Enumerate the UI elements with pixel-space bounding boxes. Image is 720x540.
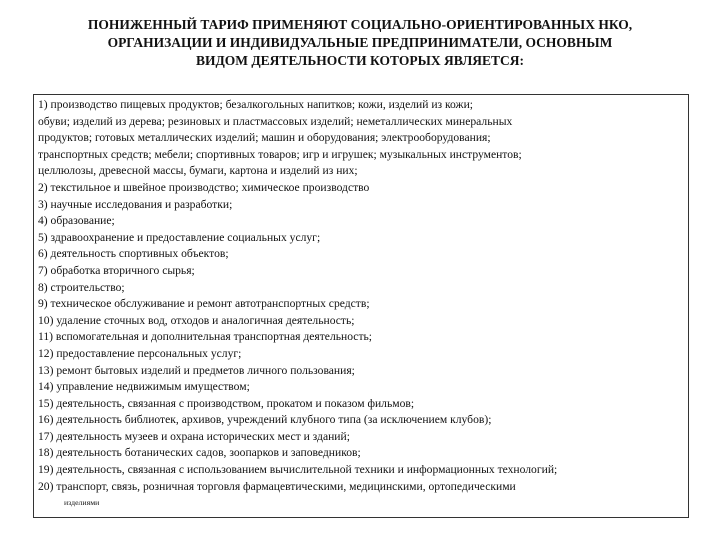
list-item: 9) техническое обслуживание и ремонт автотранспортных средств; — [38, 297, 370, 311]
list-item: 19) деятельность, связанная с использованием вычислительной техники и информационных технологий; — [38, 463, 558, 477]
list-line: целлюлозы, древесной массы, бумаги, картона и изделий из них; — [38, 164, 358, 178]
list-item: 14) управление недвижимым имуществом; — [38, 380, 250, 394]
list-item: 3) научные исследования и разработки; — [38, 197, 233, 211]
list-line: транспортных средств; мебели; спортивных товаров; игр и игрушек; музыкальных инструментов; — [38, 147, 522, 161]
list-line: изделиями — [64, 498, 100, 508]
list-item: 12) предоставление персональных услуг; — [38, 346, 242, 360]
page-title — [20, 16, 700, 70]
list-item: 17) деятельность музеев и охрана исторических мест и зданий; — [38, 429, 350, 443]
list-item: 7) обработка вторичного сырья; — [38, 263, 195, 277]
list-item: 16) деятельность библиотек, архивов, учреждений клубного типа (за исключением клубов); — [38, 413, 492, 427]
list-line: обуви; изделий из дерева; резиновых и пластмассовых изделий; неметаллических минеральных — [38, 114, 513, 128]
list-item: 6) деятельность спортивных объектов; — [38, 247, 229, 261]
list-item: 11) вспомогательная и дополнительная транспортная деятельность; — [38, 330, 373, 344]
title-line: ОРГАНИЗАЦИИ И ИНДИВИДУАЛЬНЫЕ ПРЕДПРИНИМАТЕЛИ, ОСНОВНЫМ — [107, 35, 613, 50]
list-item: 4) образование; — [38, 214, 115, 228]
list-item: 5) здравоохранение и предоставление социальных услуг; — [38, 230, 321, 244]
list-item: 20) транспорт, связь, розничная торговля фармацевтическими, медицинскими, ортопедическими — [38, 479, 516, 493]
list-line: продуктов; готовых металлических изделий; машин и оборудования; электрооборудования; — [38, 131, 491, 145]
list-item: 18) деятельность ботанических садов, зоопарков и заповедников; — [38, 446, 361, 460]
title-line: ВИДОМ ДЕЯТЕЛЬНОСТИ КОТОРЫХ ЯВЛЯЕТСЯ: — [195, 53, 525, 68]
list-item: 15) деятельность, связанная с производством, прокатом и показом фильмов; — [38, 396, 415, 410]
list-item: 13) ремонт бытовых изделий и предметов личного пользования; — [38, 363, 355, 377]
list-item: 10) удаление сточных вод, отходов и аналогичная деятельность; — [38, 313, 355, 327]
activity-list-box — [33, 94, 689, 518]
title-line: ПОНИЖЕННЫЙ ТАРИФ ПРИМЕНЯЮТ СОЦИАЛЬНО-ОРИЕНТИРОВАННЫХ НКО, — [87, 17, 633, 32]
list-item: 2) текстильное и швейное производство; химическое производство — [38, 180, 370, 194]
list-item: 8) строительство; — [38, 280, 125, 294]
list-line: 1) производство пищевых продуктов; безалкогольных напитков; кожи, изделий из кожи; — [38, 98, 473, 111]
